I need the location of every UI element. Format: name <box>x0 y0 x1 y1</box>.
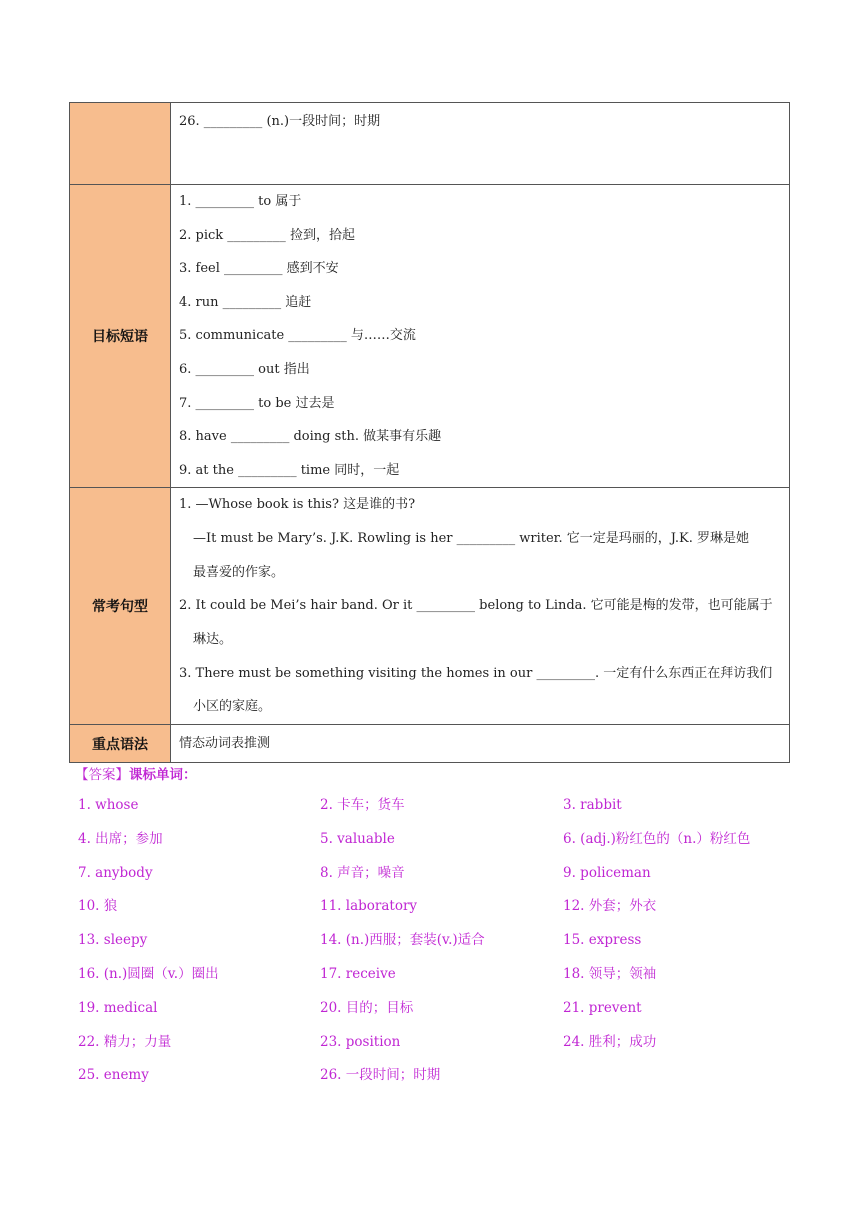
phrase-line: 7. _________ to be 过去是 <box>179 395 335 411</box>
answer-item: 21. prevent <box>563 999 642 1016</box>
row-phrases <box>70 185 790 488</box>
sentence-line: 最喜爱的作家。 <box>193 564 285 580</box>
row-label-sentences: 常考句型 <box>70 488 171 725</box>
answer-item: 2. 卡车；货车 <box>320 797 405 813</box>
row-sentences <box>70 488 790 725</box>
phrase-line: 8. have _________ doing sth. 做某事有乐趣 <box>179 429 442 445</box>
answer-item: 1. whose <box>78 797 139 813</box>
sentence-line: 小区的家庭。 <box>193 699 272 715</box>
phrase-line: 6. _________ out 指出 <box>179 361 310 377</box>
answer-item: 8. 声音；噪音 <box>320 864 405 881</box>
row-label-phrases: 目标短语 <box>70 185 171 488</box>
phrase-line: 2. pick _________ 捡到，拾起 <box>179 227 355 243</box>
answer-item: 24. 胜利；成功 <box>563 1033 657 1050</box>
phrase-line: 3. feel _________ 感到不安 <box>179 261 339 277</box>
study-table <box>69 102 790 763</box>
row-grammar <box>70 725 790 763</box>
sentence-line: 琳达。 <box>193 632 233 648</box>
answer-item: 7. anybody <box>78 864 153 881</box>
row-vocabulary-tail <box>70 103 790 185</box>
answer-item: 18. 领导；领袖 <box>563 965 657 982</box>
answer-item: 6. (adj.)粉红色的（n.）粉红色 <box>563 830 751 847</box>
answer-bracket-label: 【答案】 <box>75 767 129 783</box>
phrase-line: 5. communicate _________ 与……交流 <box>179 328 416 344</box>
answer-item: 20. 目的；目标 <box>320 999 414 1016</box>
answers-heading <box>75 764 775 786</box>
grammar-content: 情态动词表推测 <box>171 725 790 763</box>
answer-item: 13. sleepy <box>78 932 148 949</box>
sentences-content <box>171 488 790 725</box>
answers-section <box>75 764 775 1099</box>
answer-item: 11. laboratory <box>320 898 418 915</box>
answer-item: 23. position <box>320 1033 401 1050</box>
answer-section-label: 课标单词： <box>129 767 197 783</box>
row-label-grammar: 重点语法 <box>70 725 171 763</box>
answer-item: 17. receive <box>320 965 396 982</box>
sentence-line: —It must be Mary’s. J.K. Rowling is her _________ writer. 它一定是玛丽的，J.K. 罗琳是她 <box>193 531 750 547</box>
answer-item: 19. medical <box>78 999 158 1016</box>
answer-item: 15. express <box>563 932 642 949</box>
sentence-line: 3. There must be something visiting the homes in our _________. 一定有什么东西正在拜访我们 <box>179 665 773 681</box>
answer-item: 26. 一段时间；时期 <box>320 1067 441 1084</box>
sentence-line: 1. —Whose book is this? 这是谁的书? <box>179 497 416 513</box>
answer-item: 5. valuable <box>320 830 395 847</box>
answer-item: 25. enemy <box>78 1067 149 1084</box>
phrase-line: 4. run _________ 追赶 <box>179 294 312 310</box>
answer-item: 22. 精力；力量 <box>78 1033 172 1050</box>
answers-grid <box>75 795 775 1099</box>
vocab-tail-content <box>171 103 790 185</box>
answer-item: 16. (n.)圆圈（v.）圈出 <box>78 965 219 982</box>
answer-item: 14. (n.)西服；套装(v.)适合 <box>320 932 485 949</box>
vocab-line: 26. _________ (n.)一段时间；时期 <box>179 114 381 129</box>
answer-item: 12. 外套；外衣 <box>563 898 657 915</box>
sentence-line: 2. It could be Mei’s hair band. Or it _________ belong to Linda. 它可能是梅的发带，也可能属于 <box>179 598 773 614</box>
phrase-line: 1. _________ to 属于 <box>179 194 302 209</box>
answer-item: 3. rabbit <box>563 797 622 813</box>
row-label-empty <box>70 103 171 185</box>
phrases-content <box>171 185 790 488</box>
answer-item: 10. 狼 <box>78 898 118 915</box>
phrase-line: 9. at the _________ time 同时，一起 <box>179 462 400 478</box>
answer-item: 4. 出席；参加 <box>78 830 163 847</box>
answer-item: 9. policeman <box>563 864 651 881</box>
